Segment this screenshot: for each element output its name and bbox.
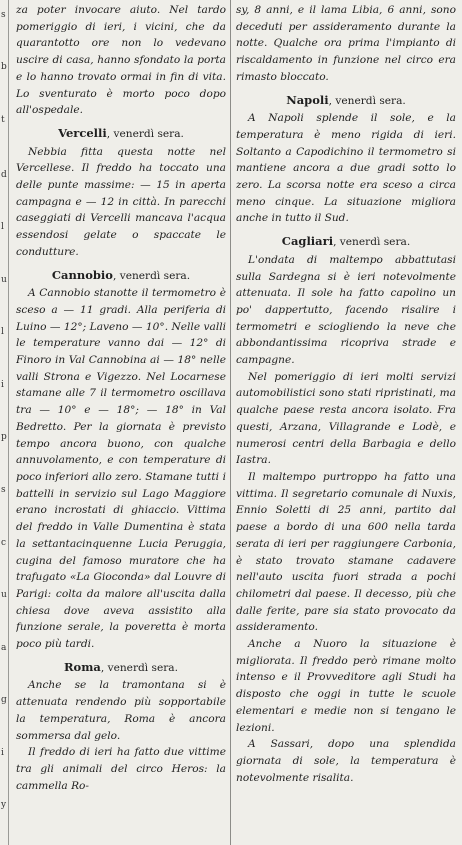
paragraph-roma-1: Anche se la tramontana si è attenuata rendendo più sopportabile la temperatura, Roma è ancora sommersa dal gelo. bbox=[16, 679, 226, 742]
paragraph-continued: za poter invocare aiuto. Nel tardo pomeriggio di ieri, i vicini, che da quarantotto ore non lo vedevano uscire di casa, hanno sfondato la porta e lo hanno trovato ormai in fin di vita. Lo sventurato è morto poco dopo all'ospedale. bbox=[16, 4, 226, 117]
right-column bbox=[236, 2, 456, 842]
dateline-city: Napoli bbox=[286, 92, 329, 107]
margin-letter: d bbox=[1, 170, 7, 180]
margin-letter: t bbox=[1, 115, 5, 125]
paragraph-vercelli: Nebbia fitta questa notte nel Vercellese. Il freddo ha toccato una delle punte massime: — 15 in aperta campagna e — 12 in città. In parecchi caseggiati di Vercelli mancava l'acqua essendosi gelate o spaccate le condutture. bbox=[16, 145, 226, 258]
dateline-city: Roma bbox=[64, 659, 101, 674]
dateline-vercelli bbox=[16, 125, 226, 143]
margin-letter: p bbox=[1, 432, 7, 442]
dateline-city: Cagliari bbox=[281, 234, 334, 249]
dateline-time: , venerdì sera. bbox=[328, 94, 406, 107]
margin-letter: i bbox=[1, 380, 4, 390]
dateline-time: , venerdì sera. bbox=[112, 269, 191, 282]
paragraph-cannobio: A Cannobio stanotte il termometro è sceso a — 11 gradi. Alla periferia di Luino — 12°; Laveno — 10°. Nelle valli le temperature vanno dai — 12° di Finoro in Val Cannobina ai — 18° nelle valli Strona e Vigezzo. Nel Locarnese stamane alle 7 il termometro oscillava tra — 10° e — 18°; — 18° in Val Bedretto. Per la giornata è previsto tempo ancora buono, con qualche annuvolamento, e con temperature di poco inferiori allo zero. Stamane tutti i battelli in servizio sul Lago Maggiore erano incrostati di ghiaccio. Vittima del freddo in Valle Dumentina è stata la settantacinquenne Lucia Peruggia, cugina del famoso muratore che ha trafugato «La Gioconda» dal Louvre di Parigi: colta da malore all'uscita dalla chiesa dove aveva assistito alla funzione serale, la poveretta è morta poco più tardi. bbox=[16, 287, 226, 651]
dateline-napoli bbox=[236, 92, 456, 110]
margin-letter: s bbox=[1, 485, 6, 495]
left-margin-fragments bbox=[0, 0, 9, 845]
dateline-time: , venerdì sera. bbox=[100, 661, 178, 674]
paragraph-cagliari-3: Il maltempo purtroppo ha fatto una vittima. Il segretario comunale di Nuxis, Ennio Soletti di 25 anni, partito dal paese a bordo di una 600 nella tarda serata di ieri per raggiungere Carbonia, è stato trovato stamane cadavere nell'auto uscita fuori strada a pochi chilometri dal paese. Il decesso, più che dalle ferite, pare sia stato provocato da assideramento. bbox=[236, 470, 456, 634]
dateline-cannobio bbox=[16, 267, 226, 285]
margin-letter: i bbox=[1, 748, 4, 758]
margin-letter: b bbox=[1, 62, 7, 72]
margin-letter: l bbox=[1, 222, 4, 232]
paragraph-cagliari-2: Nel pomeriggio di ieri molti servizi automobilistici sono stati ripristinati, ma qualche paese resta ancora isolato. Fra questi, Arzana, Villagrande e Lodè, e numerosi centri della Barbagia e dello Iastra. bbox=[236, 370, 456, 467]
paragraph-cagliari-4: Anche a Nuoro la situazione è migliorata. Il freddo però rimane molto intenso e il Provveditore agli Studi ha disposto che oggi in tutte le scuole elementari e medie non si tengano le lezioni. bbox=[236, 638, 456, 734]
column-divider bbox=[230, 0, 231, 845]
paragraph-cagliari-5: A Sassari, dopo una splendida giornata di sole, la temperatura è notevolmente risalita. bbox=[236, 738, 456, 784]
dateline-cagliari bbox=[236, 233, 456, 251]
dateline-city: Cannobio bbox=[51, 267, 113, 282]
margin-letter: a bbox=[1, 643, 7, 653]
dateline-time: , venerdì sera. bbox=[106, 127, 184, 140]
left-column bbox=[16, 2, 226, 842]
margin-letter: y bbox=[1, 800, 7, 810]
dateline-city: Vercelli bbox=[58, 125, 107, 140]
margin-letter: u bbox=[1, 275, 7, 285]
paragraph-roma-2: Il freddo di ieri ha fatto due vittime tra gli animali del circo Heros: la cammella Ro- bbox=[16, 746, 226, 792]
dateline-time: , venerdì sera. bbox=[333, 236, 411, 249]
paragraph-cagliari-1: L'ondata di maltempo abbattutasi sulla Sardegna si è ieri notevolmente attenuata. Il sole ha fatto capolino un po' dappertutto, facendo risalire i termometri e sciogliendo la neve che abbondantissima ricopriva strade e campagne. bbox=[236, 253, 456, 367]
paragraph-napoli: A Napoli splende il sole, e la temperatura è meno rigida di ieri. Soltanto a Capodichino il termometro si mantiene ancora a due gradi sotto lo zero. La scorsa notte era sceso a circa meno cinque. La situazione migliora anche in tutto il Sud. bbox=[236, 112, 456, 225]
margin-letter: c bbox=[1, 538, 7, 548]
dateline-roma bbox=[16, 659, 226, 677]
margin-letter: s bbox=[1, 10, 6, 20]
margin-letter: g bbox=[1, 695, 7, 705]
margin-letter: l bbox=[1, 327, 4, 337]
margin-letter: u bbox=[1, 590, 7, 600]
paragraph-continued: sy, 8 anni, e il lama Libia, 6 anni, sono deceduti per assideramento durante la notte. Qualche ora prima l'impianto di riscaldamento in funzione nel circo era rimasto bloccato. bbox=[236, 4, 456, 83]
